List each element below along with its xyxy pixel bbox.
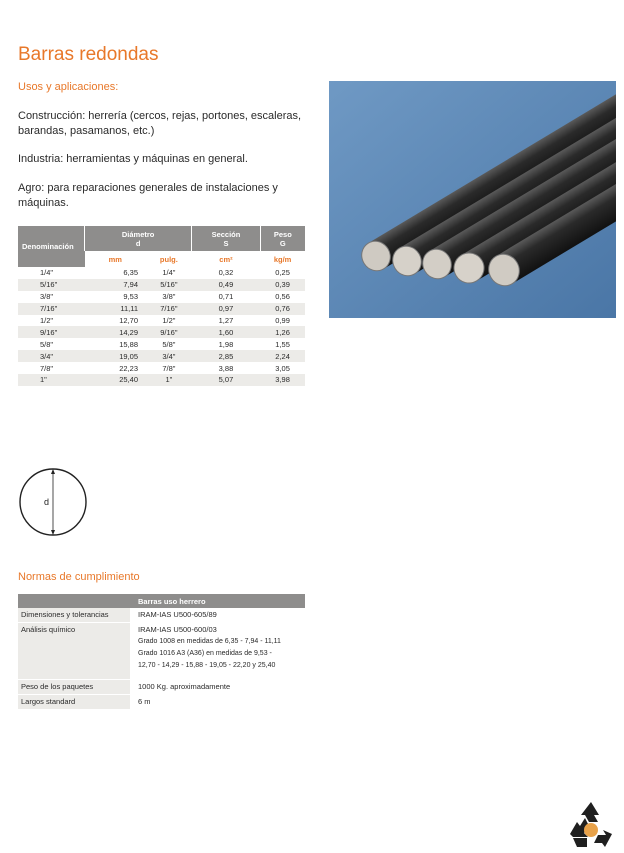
table-cell: 7,94 bbox=[85, 279, 147, 291]
table-row bbox=[18, 267, 305, 279]
norm-value-line: IRAM-IAS U500-605/89 bbox=[138, 610, 217, 619]
norm-value-line: Grado 1008 en medidas de 6,35 - 7,94 - 11,11 bbox=[138, 638, 281, 645]
col-seccion: Sección S bbox=[192, 226, 260, 251]
table-cell: 5,07 bbox=[192, 374, 260, 386]
table-cell: 9,53 bbox=[123, 292, 139, 302]
norm-value-line: 1000 Kg. aproximadamente bbox=[138, 682, 231, 691]
table-cell: 0,56 bbox=[275, 292, 290, 302]
unit-cm2: cm² bbox=[192, 251, 260, 267]
norm-value bbox=[130, 680, 305, 695]
table-cell: 3,98 bbox=[260, 374, 305, 386]
table-cell: 5/16" bbox=[18, 279, 85, 291]
table-row bbox=[18, 362, 305, 374]
table-cell: 0,76 bbox=[260, 303, 305, 315]
table-cell: 2,85 bbox=[192, 350, 260, 362]
table-cell: 5/8" bbox=[40, 339, 54, 349]
table-cell: 2,24 bbox=[260, 350, 305, 362]
table-cell: 7/8" bbox=[40, 363, 54, 373]
table-cell: 1/2" bbox=[162, 316, 176, 325]
normas-heading: Normas de cumplimiento bbox=[18, 571, 140, 583]
table-cell: 15,88 bbox=[119, 339, 139, 349]
norm-label: Análisis químico bbox=[18, 623, 130, 680]
circle-diameter-diagram bbox=[18, 467, 88, 537]
usos-heading: Usos y aplicaciones: bbox=[18, 81, 119, 93]
table-cell: 1,55 bbox=[275, 339, 290, 349]
table-cell: 1,60 bbox=[192, 326, 260, 338]
table-cell: 0,39 bbox=[260, 279, 305, 291]
norm-value-line: 6 m bbox=[138, 697, 151, 706]
table-cell: 1" bbox=[146, 374, 192, 386]
table-cell: 3/8" bbox=[162, 292, 176, 302]
table-row bbox=[18, 374, 305, 386]
table-cell: 1/4" bbox=[40, 268, 54, 278]
table-row bbox=[18, 303, 305, 315]
norm-value bbox=[130, 608, 305, 623]
table-cell: 12,70 bbox=[119, 316, 139, 325]
norm-label: Dimensiones y tolerancias bbox=[18, 608, 130, 623]
norm-value-line: Grado 1016 A3 (A36) en medidas de 9,53 - bbox=[138, 650, 272, 657]
norm-value bbox=[130, 623, 305, 680]
table-cell: 1,26 bbox=[260, 326, 305, 338]
table-cell: 0,49 bbox=[192, 279, 260, 291]
col-peso: Peso G bbox=[260, 226, 305, 251]
table-cell: 11,11 bbox=[85, 303, 147, 315]
norm-label: Largos standard bbox=[18, 695, 130, 710]
page-title: Barras redondas bbox=[18, 44, 159, 65]
spec-table bbox=[18, 226, 305, 386]
norm-row bbox=[18, 695, 305, 710]
table-cell: 1/4" bbox=[162, 268, 176, 278]
table-row bbox=[18, 315, 305, 327]
unit-pulg: pulg. bbox=[146, 251, 192, 267]
table-cell: 1/2" bbox=[40, 316, 54, 325]
table-row bbox=[18, 279, 305, 291]
table-cell: 5/8" bbox=[162, 339, 176, 349]
paragraph-agro: Agro: para reparaciones generales de instalaciones y máquinas. bbox=[18, 182, 278, 209]
table-row bbox=[18, 338, 305, 350]
norm-value bbox=[130, 695, 305, 710]
table-cell: 3/4" bbox=[18, 350, 85, 362]
table-cell: 0,32 bbox=[218, 268, 234, 278]
table-row bbox=[18, 350, 305, 362]
table-cell: 7/16" bbox=[18, 303, 85, 315]
norm-header: Barras uso herrero bbox=[130, 594, 305, 608]
paragraph-industria: Industria: herramientas y máquinas en general. bbox=[18, 153, 248, 165]
recycle-icon bbox=[565, 800, 617, 850]
table-cell: 19,05 bbox=[85, 350, 147, 362]
paragraph-construccion: Construcción: herrería (cercos, rejas, portones, escaleras, barandas, pasamanos, etc.) bbox=[18, 110, 302, 137]
table-row bbox=[18, 326, 305, 338]
norm-label: Peso de los paquetes bbox=[18, 680, 130, 695]
table-cell: 3,05 bbox=[275, 363, 290, 373]
table-cell: 3/4" bbox=[146, 350, 192, 362]
diameter-label: d bbox=[44, 497, 50, 507]
table-cell: 5/16" bbox=[146, 279, 192, 291]
table-cell: 3/8" bbox=[40, 292, 54, 302]
unit-kgm: kg/m bbox=[260, 251, 305, 267]
table-cell: 7/16" bbox=[146, 303, 192, 315]
table-cell: 0,25 bbox=[275, 268, 290, 278]
table-cell: 3,88 bbox=[218, 363, 234, 373]
table-cell: 22,23 bbox=[119, 363, 139, 373]
product-photo bbox=[329, 81, 616, 318]
norm-row bbox=[18, 680, 305, 695]
table-cell: 14,29 bbox=[85, 326, 147, 338]
table-cell: 0,97 bbox=[192, 303, 260, 315]
norm-row bbox=[18, 608, 305, 623]
table-cell: 0,99 bbox=[275, 316, 290, 325]
col-diametro: Diámetro d bbox=[85, 226, 192, 251]
norm-value-line: 12,70 - 14,29 - 15,88 - 19,05 - 22,20 y 25,40 bbox=[138, 662, 276, 669]
table-cell: 25,40 bbox=[85, 374, 147, 386]
norm-value-line: IRAM-IAS U500-600/03 bbox=[138, 625, 217, 634]
table-cell: 6,35 bbox=[123, 268, 139, 278]
table-cell: 7/8" bbox=[162, 363, 176, 373]
table-cell: 1,98 bbox=[218, 339, 234, 349]
norm-row bbox=[18, 623, 305, 680]
table-cell: 9/16" bbox=[18, 326, 85, 338]
col-denominacion: Denominación bbox=[18, 226, 85, 267]
table-cell: 1,27 bbox=[218, 316, 234, 325]
unit-mm: mm bbox=[85, 251, 147, 267]
table-cell: 9/16" bbox=[146, 326, 192, 338]
table-cell: 0,71 bbox=[218, 292, 234, 302]
table-row bbox=[18, 291, 305, 303]
table-cell: 1" bbox=[18, 374, 85, 386]
norm-table bbox=[18, 594, 305, 710]
